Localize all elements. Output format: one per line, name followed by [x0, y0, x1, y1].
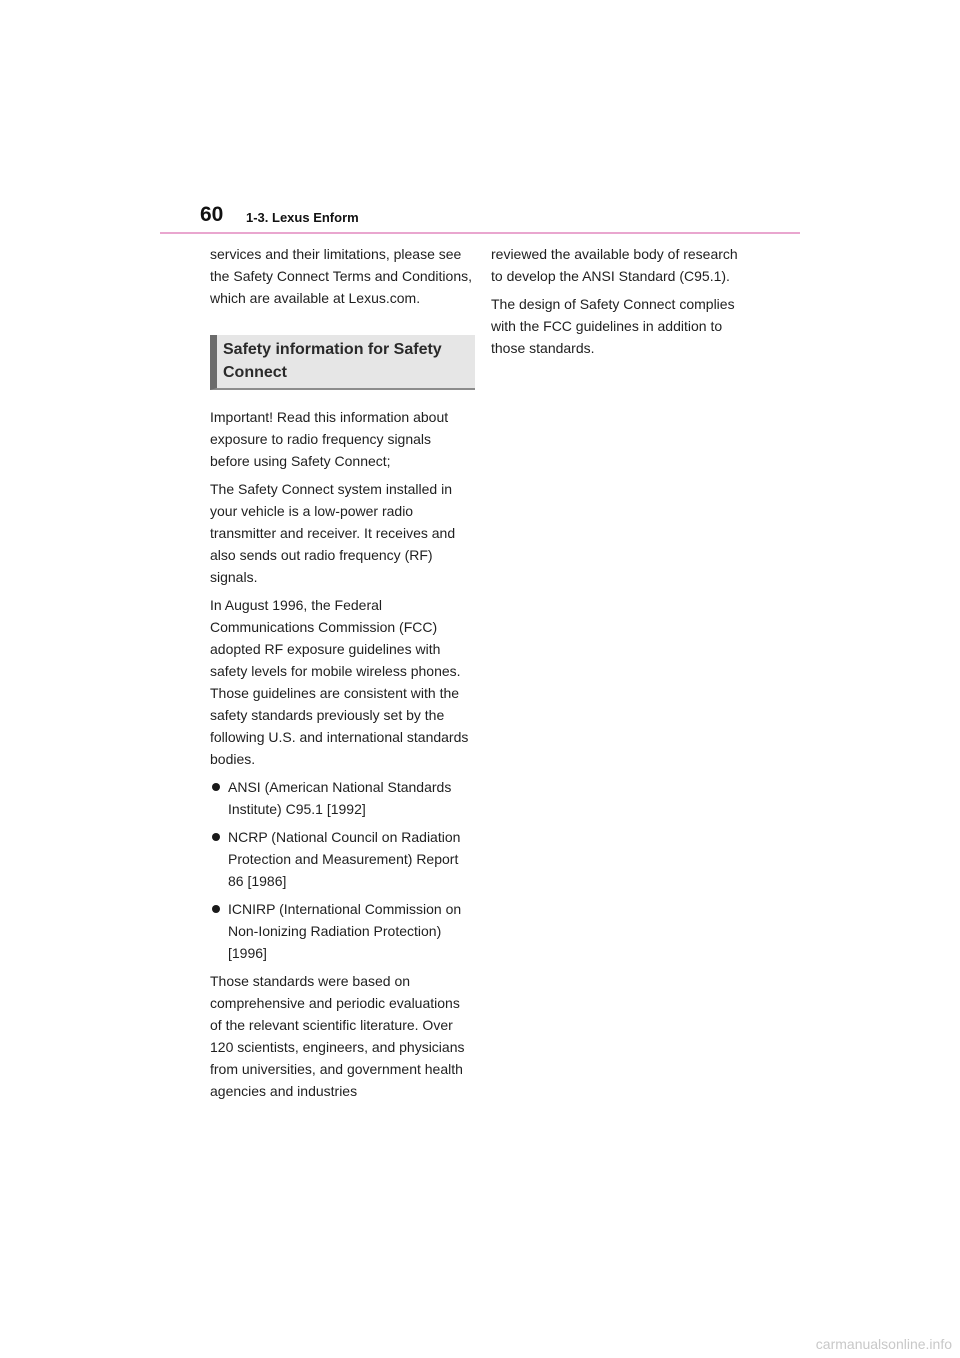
watermark: carmanualsonline.info [815, 1336, 952, 1352]
body-paragraph: In August 1996, the Federal Communications Commission (FCC) adopted RF exposure guidelines with safety levels for mobile wireless phones. Those guidelines are consistent with the safety standards previously set by the following U.S. and international standards bodies. [210, 597, 469, 767]
right-column [491, 243, 753, 365]
body-paragraph: reviewed the available body of research to develop the ANSI Standard (C95.1). [491, 246, 738, 284]
section-title: 1-3. Lexus Enform [246, 210, 359, 225]
list-item-text: ICNIRP (International Commission on Non-Ionizing Radiation Protection) [1996] [228, 901, 462, 961]
header-divider [160, 232, 800, 234]
section-heading: Safety information for Safety Connect [210, 335, 475, 390]
body-paragraph: The design of Safety Connect complies with the FCC guidelines in addition to those standards. [491, 296, 735, 356]
page-number: 60 [200, 203, 224, 226]
closing-paragraph: Those standards were based on comprehensive and periodic evaluations of the relevant scientific literature. Over 120 scientists, engineers, and physicians from universities, and government health agencies and industries [210, 973, 465, 1099]
bullet-icon [212, 783, 220, 791]
left-column [210, 243, 472, 1108]
list-item [210, 826, 472, 892]
list-item [210, 898, 472, 964]
bullet-icon [212, 833, 220, 841]
list-item [210, 776, 472, 820]
bullet-icon [212, 905, 220, 913]
intro-paragraph: services and their limitations, please see the Safety Connect Terms and Conditions, which are available at Lexus.com. [210, 246, 473, 306]
list-item-text: NCRP (National Council on Radiation Protection and Measurement) Report 86 [1986] [228, 829, 461, 889]
body-paragraph: The Safety Connect system installed in your vehicle is a low-power radio transmitter and receiver. It receives and also sends out radio frequency (RF) signals. [210, 481, 456, 585]
body-paragraph: Important! Read this information about exposure to radio frequency signals before using Safety Connect; [210, 409, 449, 469]
list-item-text: ANSI (American National Standards Institute) C95.1 [1992] [228, 779, 452, 817]
